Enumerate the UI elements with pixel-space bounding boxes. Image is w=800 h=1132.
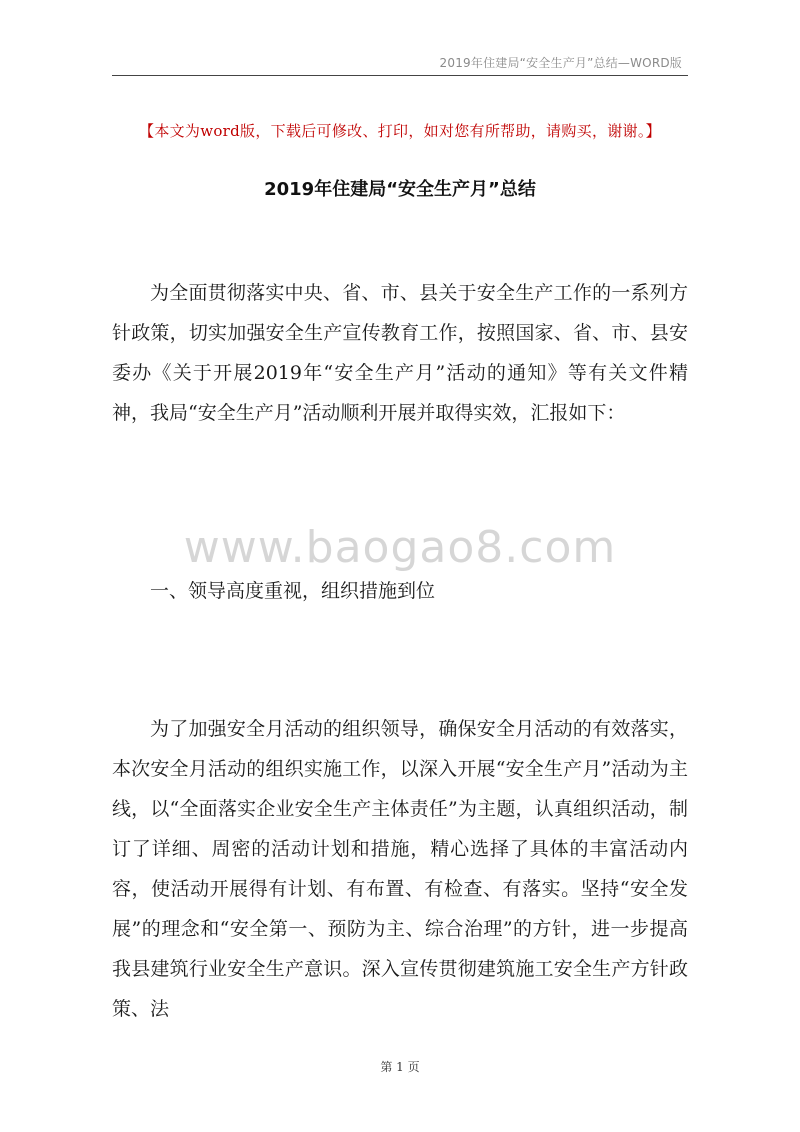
section-heading: 一、领导高度重视，组织措施到位 bbox=[150, 580, 436, 602]
document-title: 2019年住建局“安全生产月”总结 bbox=[264, 179, 536, 200]
running-header: 2019年住建局“安全生产月”总结—WORD版 bbox=[439, 56, 682, 70]
intro-paragraph: 为全面贯彻落实中央、省、市、县关于安全生产工作的一系列方针政策，切实加强安全生产宣传教育工作，按照国家、省、市、县安委办《关于开展2019年“安全生产月”活动的通知》等有关文件精神，我局“安全生产月”活动顺利开展并取得实效，汇报如下： bbox=[112, 282, 688, 424]
download-notice: 【本文为word版，下载后可修改、打印，如对您有所帮助，请购买，谢谢。】 bbox=[139, 122, 661, 140]
body-paragraph: 为了加强安全月活动的组织领导，确保安全月活动的有效落实，本次安全月活动的组织实施工作，以深入开展“安全生产月”活动为主线，以“全面落实企业安全生产主体责任”为主题，认真组织活动，制订了详细、周密的活动计划和措施，精心选择了具体的丰富活动内容，使活动开展得有计划、有布置、有检查、有落实。坚持“安全发展”的理念和“安全第一、预防为主、综合治理”的方针，进一步提高我县建筑行业安全生产意识。深入宣传贯彻建筑施工安全生产方针政策、法 bbox=[112, 718, 688, 1020]
header-divider bbox=[112, 75, 688, 76]
watermark: www.baogao8.com bbox=[183, 522, 617, 573]
page-number: 第 1 页 bbox=[380, 1060, 420, 1074]
